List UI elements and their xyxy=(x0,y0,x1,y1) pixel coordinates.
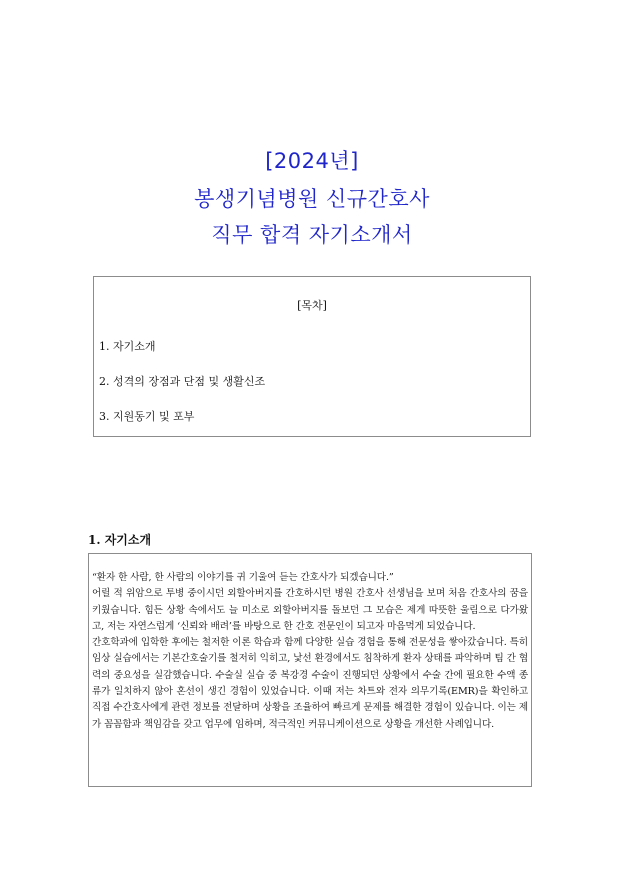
motivation-paragraph: 어릴 적 위암으로 투병 중이시던 외할아버지를 간호하시던 병원 간호사 선생님을 보며 처음 간호사의 꿈을 키웠습니다. 힘든 상황 속에서도 늘 미소로 외할아버지를 돌보던 그 모습은 제게 따뜻한 울림으로 다가왔고, 저는 자연스럽게 ‘신뢰와 배려’를 바탕으로 한 간호 전문인이 되고자 마음먹게 되었습니다. xyxy=(92,588,528,632)
toc-item-2: 2. 성격의 장점과 단점 및 생활신조 xyxy=(99,375,266,388)
toc-heading: [목차] xyxy=(297,299,327,312)
section-heading-self-introduction: 1. 자기소개 xyxy=(88,533,152,547)
toc-item-1: 1. 자기소개 xyxy=(99,340,156,353)
toc-item-3: 3. 지원동기 및 포부 xyxy=(99,410,195,423)
quote-paragraph: “환자 한 사람, 한 사람의 이야기를 귀 기울여 듣는 간호사가 되겠습니다.” xyxy=(92,572,394,583)
self-introduction-content xyxy=(88,553,532,787)
document-title-subject: 직무 합격 자기소개서 xyxy=(211,223,413,247)
table-of-contents xyxy=(93,276,531,437)
experience-paragraph: 간호학과에 입학한 후에는 철저한 이론 학습과 함께 다양한 실습 경험을 통해 전문성을 쌓아갔습니다. 특히 임상 실습에서는 기본간호술기를 철저히 익히고, 낯선 환경에서도 침착하게 환자 상태를 파악하며 팀 간 협력의 중요성을 실감했습니다. 수술실 실습 중 복강경 수술이 진행되던 상황에서 수술 간에 필요한 수액 종류가 일치하지 않아 혼선이 생긴 경험이 있었습니다. 이때 저는 차트와 전자 의무기록(EMR)을 확인하고 직접 수간호사에게 관련 정보를 전달하며 상황을 조율하여 빠르게 문제를 해결한 경험이 있습니다. 이는 제가 꼼꼼함과 책임감을 갖고 업무에 임하며, 적극적인 커뮤니케이션으로 상황을 개선한 사례입니다. xyxy=(92,637,528,730)
document-title-year: [2024년] xyxy=(265,149,359,173)
document-title-hospital: 봉생기념병원 신규간호사 xyxy=(194,187,430,211)
